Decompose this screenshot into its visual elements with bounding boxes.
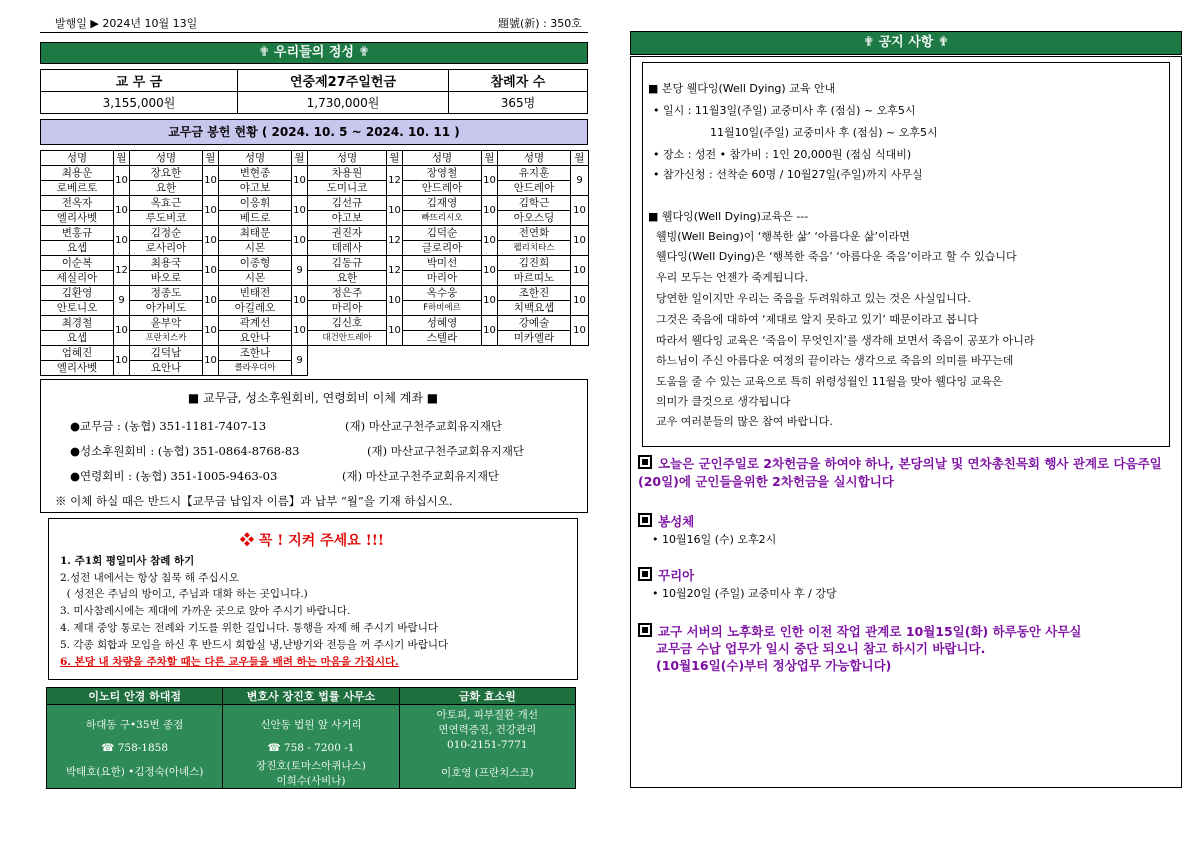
member-month: 10 <box>114 226 130 256</box>
kkuria-title <box>638 566 694 584</box>
member-month: 10 <box>482 256 498 286</box>
notice-line-2: • 일시 : 11월3일(주일) 교중미사 후 (점심) ~ 오후5시 <box>653 104 916 117</box>
member-name: 김덕순 <box>403 226 482 241</box>
notice-line-15: 의미가 클것으로 생각됩니다 <box>656 395 791 408</box>
member-baptismal-name: 미카엘라 <box>498 331 571 346</box>
offering-header-attendance: 참례자 수 <box>449 70 588 92</box>
report-header-cell: 성명 <box>41 151 114 166</box>
rule-line-5: 4. 제대 중앙 통로는 전례와 기도를 위한 길입니다. 통행을 자제 해 주시기 바랍니다 <box>60 622 438 634</box>
member-month: 10 <box>571 316 589 346</box>
issue-number: 題號(新) : 350호 <box>498 17 582 30</box>
report-header-cell: 성명 <box>498 151 571 166</box>
ad-3-line-1: 아토피, 피부질환 개선 <box>436 709 538 721</box>
notice-line-7: 웰빙(Well Being)이 ‘행복한 삶’ ‘아름다운 삶’이라면 <box>656 230 910 243</box>
ad-3-body <box>399 705 575 789</box>
member-name: 이응휘 <box>219 196 292 211</box>
member-month: 10 <box>292 316 308 346</box>
ad-3-line-2: 면연력증진, 건강관리 <box>438 724 537 736</box>
ad-2-body <box>223 705 399 789</box>
member-month: 10 <box>114 346 130 376</box>
bongseongche-title <box>638 512 694 530</box>
issue-date: 발행일 ▶ 2024년 10월 13일 <box>55 17 198 30</box>
member-month: 10 <box>482 316 498 346</box>
report-title: 교무금 봉헌 현황 ( 2024. 10. 5 ~ 2024. 10. 11 ) <box>40 119 588 145</box>
notice-line-8: 웰다잉(Well Dying)은 ‘행복한 죽음’ ‘아름다운 죽음’이라고 할 수 있습니다 <box>656 250 1017 263</box>
server-line-2: 교무금 수납 업무가 일시 중단 되오니 참고 하시기 바랍니다. <box>656 641 986 656</box>
square-bullet-icon <box>638 623 652 637</box>
member-baptismal-name: 요안나 <box>130 361 203 376</box>
rules-list <box>60 553 570 673</box>
member-name: 정은주 <box>308 286 387 301</box>
member-month: 10 <box>114 166 130 196</box>
ad-2-line-4: 이희수(사비나) <box>276 775 346 787</box>
report-header-cell: 월 <box>387 151 403 166</box>
kkuria-detail: • 10월20일 (주일) 교중미사 후 / 강당 <box>652 587 837 600</box>
square-bullet-icon <box>638 513 652 527</box>
member-baptismal-name: 야고보 <box>308 211 387 226</box>
offering-value-gyomu: 3,155,000원 <box>41 92 238 114</box>
member-name: 변현종 <box>219 166 292 181</box>
account-owner-3: (재) 마산교구천주교회유지재단 <box>342 469 500 483</box>
member-name: 장요한 <box>130 166 203 181</box>
rule-line-1: 1. 주1회 평일미사 참례 하기 <box>60 555 195 567</box>
offering-value-attendance: 365명 <box>449 92 588 114</box>
member-baptismal-name: 엘리사벳 <box>41 211 114 226</box>
member-name: 성혜영 <box>403 316 482 331</box>
member-month: 10 <box>203 316 219 346</box>
rule-warning: 6. 본당 내 차량을 주차할 때는 다른 교우들을 배려 하는 마음을 가집시다. <box>60 656 399 668</box>
member-name: 김정순 <box>130 226 203 241</box>
report-header-cell: 성명 <box>308 151 387 166</box>
member-baptismal-name: 펠리치타스 <box>498 241 571 256</box>
member-month: 10 <box>292 226 308 256</box>
ad-2-line-1: 신안동 법원 앞 사거리 <box>260 719 362 731</box>
notice-line-10: 당연한 일이지만 우리는 죽음을 두려워하고 있는 것은 사실입니다. <box>656 292 971 305</box>
report-row <box>41 226 589 241</box>
member-month: 9 <box>114 286 130 316</box>
military-notice-text: 오늘은 군인주일로 2차헌금을 하여야 하나, 본당의날 및 연차총친목회 행사 관계로 다음주일(20일)에 군인들을위한 2차헌금을 실시합니다 <box>638 456 1162 489</box>
member-name: 최용국 <box>130 256 203 271</box>
report-row <box>41 346 589 361</box>
member-name: 빈태전 <box>219 286 292 301</box>
member-month: 10 <box>292 166 308 196</box>
member-baptismal-name: 치백요셉 <box>498 301 571 316</box>
member-baptismal-name: 마르띠노 <box>498 271 571 286</box>
ad-2-line-2: ☎ 758 - 7200 -1 <box>267 742 355 754</box>
member-month: 10 <box>114 316 130 346</box>
member-name: 강예술 <box>498 316 571 331</box>
member-name: 최용운 <box>41 166 114 181</box>
rule-line-2: 2.성전 내에서는 항상 침묵 해 주십시오 <box>60 572 239 584</box>
member-month: 12 <box>387 166 403 196</box>
header-rule <box>40 32 588 33</box>
offering-value-sunday: 1,730,000원 <box>238 92 449 114</box>
member-name: 장영철 <box>403 166 482 181</box>
notice-line-5: • 참가신청 : 선착순 60명 / 10월27일(주일)까지 사무실 <box>653 168 923 181</box>
member-baptismal-name: 요한 <box>308 271 387 286</box>
report-header-cell: 월 <box>482 151 498 166</box>
member-name: 김동규 <box>308 256 387 271</box>
offering-table <box>40 69 588 114</box>
notice-line-16: 교우 여러분들의 많은 참여 바랍니다. <box>656 415 833 428</box>
member-month: 9 <box>292 256 308 286</box>
notice-line-13: 하느님이 주신 아름다운 여정의 끝이라는 생각으로 죽음의 의미를 바꾸는데 <box>656 354 1014 367</box>
member-name: 정종도 <box>130 286 203 301</box>
member-month: 10 <box>387 316 403 346</box>
ad-3-name: 금화 효소원 <box>399 688 575 705</box>
member-month: 10 <box>114 196 130 226</box>
member-baptismal-name: 마리아 <box>403 271 482 286</box>
offering-header-sunday: 연중제27주일헌금 <box>238 70 449 92</box>
report-header-cell: 월 <box>203 151 219 166</box>
member-month: 10 <box>292 286 308 316</box>
square-bullet-icon <box>638 567 652 581</box>
kkuria-title-text: 꾸리아 <box>658 568 695 583</box>
report-header-cell: 월 <box>571 151 589 166</box>
notice-section-title: ✟ 공지 사항 ✟ <box>630 31 1182 55</box>
report-header-cell: 월 <box>292 151 308 166</box>
server-line-1: 교구 서버의 노후화로 인한 이전 작업 관계로 10월15일(화) 하루동안 사무실 <box>658 624 1082 639</box>
account-item-3: ●연령회비 : (농협) 351-1005-9463-03 <box>70 469 278 483</box>
empty-cell <box>498 346 589 376</box>
account-note: ※ 이체 하실 때은 반드시【교무금 납입자 이름】과 납부 “월”을 기재 하십시오. <box>55 494 453 508</box>
member-baptismal-name: 빠뜨리시오 <box>403 211 482 226</box>
member-baptismal-name: 로베르토 <box>41 181 114 196</box>
ads-table <box>46 687 576 789</box>
ad-1-name: 이노티 안경 하대점 <box>47 688 223 705</box>
member-name: 조한진 <box>498 286 571 301</box>
member-baptismal-name: 요셉 <box>41 241 114 256</box>
report-row <box>41 166 589 181</box>
member-month: 10 <box>571 226 589 256</box>
account-item-1: ●교무금 : (농협) 351-1181-7407-13 <box>70 419 267 433</box>
member-baptismal-name: 아오스딩 <box>498 211 571 226</box>
member-month: 10 <box>482 196 498 226</box>
report-header-cell: 성명 <box>130 151 203 166</box>
offering-section-title: ✟ 우리들의 정성 ✟ <box>40 42 588 64</box>
rules-title: ❖ 꼭 ! 지켜 주세요 !!! <box>239 533 385 549</box>
member-baptismal-name: 엘리사벳 <box>41 361 114 376</box>
ad-1-line-3: 박태호(요한) •김정숙(아녜스) <box>65 766 204 778</box>
member-month: 10 <box>203 256 219 286</box>
member-month: 10 <box>482 226 498 256</box>
report-header-cell: 월 <box>114 151 130 166</box>
member-baptismal-name: 프란치스카 <box>130 331 203 346</box>
member-month: 10 <box>571 286 589 316</box>
member-name: 김덕남 <box>130 346 203 361</box>
ad-3-line-4: 이호영 (프란치스코) <box>440 767 534 779</box>
square-bullet-icon <box>638 455 652 469</box>
notice-line-1: ■ 본당 웰다잉(Well Dying) 교육 안내 <box>648 82 836 95</box>
member-name: 김진희 <box>498 256 571 271</box>
server-notice <box>638 623 1173 674</box>
member-month: 10 <box>482 166 498 196</box>
report-row <box>41 196 589 211</box>
member-name: 윤부악 <box>130 316 203 331</box>
member-month: 10 <box>203 286 219 316</box>
member-name: 옥효근 <box>130 196 203 211</box>
member-baptismal-name: 바오로 <box>130 271 203 286</box>
offering-header-gyomu: 교 무 금 <box>41 70 238 92</box>
member-month: 10 <box>292 196 308 226</box>
member-baptismal-name: 안드레아 <box>498 181 571 196</box>
member-baptismal-name: 안드레아 <box>403 181 482 196</box>
rule-line-3: ( 성전은 주님의 방이고, 주님과 대화 하는 곳입니다.) <box>60 588 308 600</box>
member-name: 김환영 <box>41 286 114 301</box>
member-month: 10 <box>387 286 403 316</box>
member-month: 10 <box>571 196 589 226</box>
member-baptismal-name: 시몬 <box>219 241 292 256</box>
member-name: 이순복 <box>41 256 114 271</box>
notice-line-12: 따라서 웰다잉 교육은 ‘죽음이 무엇인지’를 생각해 보면서 죽음이 공포가 아니라 <box>656 334 1035 347</box>
member-name: 김재영 <box>403 196 482 211</box>
rule-line-6: 5. 각종 회합과 모임을 하신 후 반드시 회합실 냉,난방기와 전등을 꺼 주시기 바랍니다 <box>60 639 449 651</box>
empty-cell <box>308 346 403 376</box>
member-name: 옥수웅 <box>403 286 482 301</box>
member-baptismal-name: 데레사 <box>308 241 387 256</box>
notice-body <box>648 80 1168 440</box>
member-month: 10 <box>482 286 498 316</box>
member-baptismal-name: 요안나 <box>219 331 292 346</box>
member-name: 최태문 <box>219 226 292 241</box>
member-name: 차용원 <box>308 166 387 181</box>
member-baptismal-name: 마리아 <box>308 301 387 316</box>
member-month: 10 <box>203 166 219 196</box>
notice-line-3: 11월10일(주일) 교중미사 후 (점심) ~ 오후5시 <box>710 126 938 139</box>
member-name: 김선규 <box>308 196 387 211</box>
member-name: 조한나 <box>219 346 292 361</box>
empty-cell <box>403 346 498 376</box>
ad-2-name: 변호사 장진호 법률 사무소 <box>223 688 399 705</box>
server-line-3: (10월16일(수)부터 정상업무 가능합니다) <box>656 658 892 673</box>
ad-3-line-3: 010-2151-7771 <box>447 739 528 751</box>
member-baptismal-name: 대건안드레아 <box>308 331 387 346</box>
report-row <box>41 286 589 301</box>
member-baptismal-name: 요셉 <box>41 331 114 346</box>
member-month: 12 <box>387 226 403 256</box>
notice-line-11: 그것은 죽음에 대하여 ‘제대로 알지 못하고 있기’ 때문이라고 봅니다 <box>656 313 978 326</box>
member-name: 박미선 <box>403 256 482 271</box>
member-name: 엄혜진 <box>41 346 114 361</box>
member-name: 김학근 <box>498 196 571 211</box>
ad-1-body <box>47 705 223 789</box>
member-name: 최경철 <box>41 316 114 331</box>
member-name: 권진자 <box>308 226 387 241</box>
member-baptismal-name: 아길레오 <box>219 301 292 316</box>
report-row <box>41 256 589 271</box>
member-month: 10 <box>571 256 589 286</box>
report-header-cell: 성명 <box>403 151 482 166</box>
rule-line-4: 3. 미사참례시에는 제대에 가까운 곳으로 앉아 주시기 바랍니다. <box>60 605 351 617</box>
member-baptismal-name: 글로리아 <box>403 241 482 256</box>
member-name: 이종형 <box>219 256 292 271</box>
member-name: 전연화 <box>498 226 571 241</box>
report-table <box>40 150 589 376</box>
member-baptismal-name: 세실리아 <box>41 271 114 286</box>
member-name: 김신호 <box>308 316 387 331</box>
member-baptismal-name: 아가비도 <box>130 301 203 316</box>
member-name: 변홍규 <box>41 226 114 241</box>
bongseongche-detail: • 10월16일 (수) 오후2시 <box>652 533 777 546</box>
member-baptismal-name: 클라우디아 <box>219 361 292 376</box>
ad-1-line-2: ☎ 758-1858 <box>101 742 169 754</box>
member-baptismal-name: 시몬 <box>219 271 292 286</box>
military-notice <box>638 455 1168 491</box>
member-baptismal-name: F하비에르 <box>403 301 482 316</box>
member-month: 12 <box>114 256 130 286</box>
member-month: 9 <box>571 166 589 196</box>
account-owner-2: (재) 마산교구천주교회유지재단 <box>367 444 525 458</box>
member-name: 곽계선 <box>219 316 292 331</box>
member-month: 10 <box>203 226 219 256</box>
account-owner-1: (재) 마산교구천주교회유지재단 <box>345 419 503 433</box>
account-title: ■ 교무금, 성소후원회비, 연령회비 이체 계좌 ■ <box>187 391 439 405</box>
member-baptismal-name: 야고보 <box>219 181 292 196</box>
member-month: 12 <box>387 256 403 286</box>
ad-2-line-3: 장진호(토마스아퀴나스) <box>256 760 366 772</box>
member-baptismal-name: 도미니코 <box>308 181 387 196</box>
member-month: 10 <box>203 196 219 226</box>
notice-line-4: • 장소 : 성전 • 참가비 : 1인 20,000원 (점심 식대비) <box>653 148 912 161</box>
report-header-cell: 성명 <box>219 151 292 166</box>
member-baptismal-name: 안토니오 <box>41 301 114 316</box>
notice-line-14: 도움을 줄 수 있는 교육으로 특히 위령성월인 11월을 맞아 웰다잉 교육은 <box>656 375 1003 388</box>
ad-1-line-1: 하대동 구•35번 종점 <box>86 719 184 731</box>
member-month: 10 <box>203 346 219 376</box>
member-month: 9 <box>292 346 308 376</box>
account-item-2: ●성소후원회비 : (농협) 351-0864-8768-83 <box>70 444 300 458</box>
member-name: 유지훈 <box>498 166 571 181</box>
bongseongche-title-text: 봉성체 <box>658 514 695 529</box>
notice-line-6: ■ 웰다잉(Well Dying)교육은 --- <box>648 210 809 223</box>
member-name: 전옥자 <box>41 196 114 211</box>
member-baptismal-name: 요한 <box>130 181 203 196</box>
notice-line-9: 우리 모두는 언젠가 죽게됩니다. <box>656 271 809 284</box>
member-month: 10 <box>387 196 403 226</box>
member-baptismal-name: 루도비코 <box>130 211 203 226</box>
member-baptismal-name: 베드로 <box>219 211 292 226</box>
member-baptismal-name: 로사리아 <box>130 241 203 256</box>
report-row <box>41 316 589 331</box>
member-baptismal-name: 스텔라 <box>403 331 482 346</box>
